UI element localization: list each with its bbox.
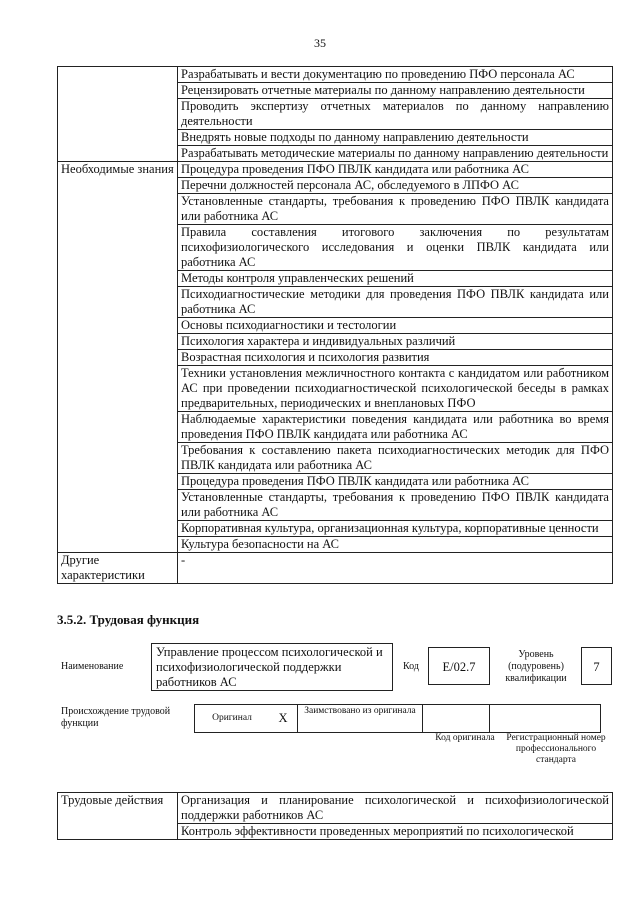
original-mark: X <box>269 705 298 733</box>
row-text: Внедрять новые подходы по данному направлению деятельности <box>178 130 613 146</box>
table-row <box>58 162 613 178</box>
code-label: Код <box>403 661 419 672</box>
action-item: Организация и планирование психологической и психофизиологической поддержки работников АС <box>178 793 613 824</box>
table-row <box>195 705 601 733</box>
origin-label: Происхождение трудовой функции <box>61 706 171 729</box>
row-text: Правила составления итогового заключения по результатам психофизиологического исследования и оценки ПВЛК кандидата или работника АС <box>178 225 613 271</box>
action-item: Контроль эффективности проведенных мероприятий по психологической <box>178 824 613 840</box>
page-number: 35 <box>314 36 326 50</box>
row-text: Процедура проведения ПФО ПВЛК кандидата или работника АС <box>178 474 613 490</box>
knowledge-table <box>57 66 613 584</box>
actions-table <box>57 792 613 840</box>
row-text: Разрабатывать и вести документацию по проведению ПФО персонала АС <box>178 67 613 83</box>
name-value: Управление процессом психологической и психофизиологической поддержки работников АС <box>151 643 393 691</box>
row-text: Основы психодиагностики и тестологии <box>178 318 613 334</box>
other-label: Другие характеристики <box>58 553 178 584</box>
row-text: Психология характера и индивидуальных различий <box>178 334 613 350</box>
row-text: Установленные стандарты, требования к проведению ПФО ПВЛК кандидата или работника АС <box>178 490 613 521</box>
row-text: Культура безопасности на АС <box>178 537 613 553</box>
row-text: Рецензировать отчетные материалы по данному направлению деятельности <box>178 83 613 99</box>
code-value: E/02.7 <box>428 647 490 685</box>
row-text: Разрабатывать методические материалы по данному направлению деятельности <box>178 146 613 162</box>
table-row <box>58 553 613 584</box>
row-text: Перечни должностей персонала АС, обследуемого в ЛПФО АС <box>178 178 613 194</box>
row-text: Процедура проведения ПФО ПВЛК кандидата или работника АС <box>178 162 613 178</box>
row-text: - <box>178 553 613 584</box>
code-original-cell <box>423 705 490 733</box>
row-text: Психодиагностические методики для проведения ПФО ПВЛК кандидата или работника АС <box>178 287 613 318</box>
origin-table <box>194 704 601 733</box>
actions-label: Трудовые действия <box>58 793 178 840</box>
section-title: 3.5.2. Трудовая функция <box>57 612 200 627</box>
reg-number-cell <box>490 705 601 733</box>
knowledge-label: Необходимые знания <box>58 162 178 553</box>
row-text: Наблюдаемые характеристики поведения кандидата или работника во время проведения ПФО ПВЛК кандидата или работника АС <box>178 412 613 443</box>
reg-number-caption: Регистрационный номер профессионального стандарта <box>506 733 606 765</box>
borrowed-label: Заимствовано из оригинала <box>298 705 423 733</box>
row-text: Требования к составлению пакета психодиагностических методик для ПФО ПВЛК кандидата или работника АС <box>178 443 613 474</box>
level-value: 7 <box>581 647 612 685</box>
row-text: Корпоративная культура, организационная культура, корпоративные ценности <box>178 521 613 537</box>
table-row <box>58 793 613 824</box>
name-label: Наименование <box>61 661 124 672</box>
code-original-caption: Код оригинала <box>435 733 495 743</box>
row-text: Проводить экспертизу отчетных материалов по данному направлению деятельности <box>178 99 613 130</box>
row-text: Установленные стандарты, требования к проведению ПФО ПВЛК кандидата или работника АС <box>178 194 613 225</box>
row-text: Возрастная психология и психология развития <box>178 350 613 366</box>
row-label <box>58 67 178 162</box>
original-label: Оригинал <box>195 705 270 733</box>
row-text: Техники установления межличностного контакта с кандидатом или работником АС при проведении психодиагностической психологической беседы в рамках предварительных, периодических и внеплановых ПФО <box>178 366 613 412</box>
table-row <box>58 67 613 83</box>
row-text: Методы контроля управленческих решений <box>178 271 613 287</box>
level-label: Уровень (подуровень) квалификации <box>505 649 567 684</box>
